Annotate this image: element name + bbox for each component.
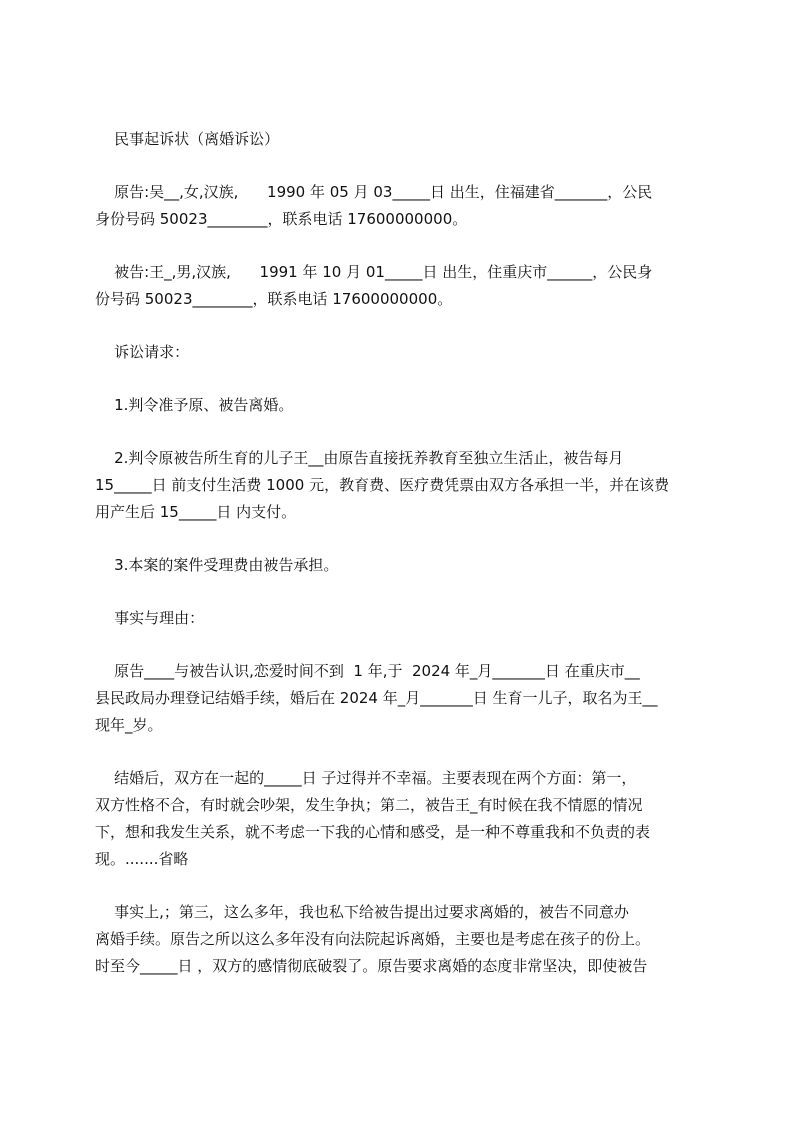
text-line: 现。.......省略: [95, 850, 189, 868]
text-line: 民事起诉状（离婚诉讼）: [95, 130, 280, 148]
text-line: 原告____与被告认识,恋爱时间不到 1 年,于 2024 年_月_______日 在重庆市__: [95, 662, 640, 680]
text-line: 离婚手续。原告之所以这么多年没有向法院起诉离婚，主要也是考虑在孩子的份上。: [95, 930, 651, 948]
text-line: 下，想和我发生关系，就不考虑一下我的心情和感受，是一种不尊重我和不负责的表: [95, 823, 651, 841]
text-line: 3.本案的案件受理费由被告承担。: [95, 556, 339, 574]
facts-heading: [95, 605, 707, 632]
text-line: 15_____日 前支付生活费 1000 元，教育费、医疗费凭票由双方各承担一半，并在该费: [95, 476, 670, 494]
text-line: 被告:王_,男,汉族, 1991 年 10 月 01_____日 出生，住重庆市______，公民身: [95, 263, 653, 281]
text-line: 结婚后，双方在一起的_____日 子过得并不幸福。主要表现在两个方面：第一，: [95, 769, 637, 787]
claim-item-1: [95, 392, 707, 419]
text-line: 2.判令原被告所生育的儿子王__由原告直接抚养教育至独立生活止，被告每月: [95, 449, 624, 467]
text-line: 事实与理由：: [95, 609, 205, 627]
text-line: 事实上,；第三，这么多年，我也私下给被告提出过要求离婚的，被告不同意办: [95, 903, 629, 921]
text-line: 县民政局办理登记结婚手续，婚后在 2024 年_月_______日 生育一儿子，取名为王__: [95, 689, 658, 707]
text-line: 1.判令准予原、被告离婚。: [95, 396, 294, 414]
defendant-paragraph: [95, 259, 707, 313]
facts-paragraph-3: [95, 899, 707, 980]
facts-paragraph-1: [95, 658, 707, 739]
text-line: 份号码 50023________，联系电话 17600000000。: [95, 290, 453, 308]
text-line: 现年_岁。: [95, 716, 163, 734]
text-line: 诉讼请求：: [95, 343, 190, 361]
text-line: 用产生后 15_____日 内支付。: [95, 503, 297, 521]
plaintiff-paragraph: [95, 179, 707, 233]
claim-item-3: [95, 552, 707, 579]
document-body: [95, 126, 707, 980]
claims-heading: [95, 339, 707, 366]
text-line: 身份号码 50023________，联系电话 17600000000。: [95, 210, 468, 228]
text-line: 双方性格不合，有时就会吵架，发生争执；第二，被告王_有时候在我不情愿的情况: [95, 796, 643, 814]
text-line: 原告:吴__,女,汉族, 1990 年 05 月 03_____日 出生，住福建省_______，公民: [95, 183, 653, 201]
facts-paragraph-2: [95, 765, 707, 873]
text-line: 时至今_____日 ，双方的感情彻底破裂了。原告要求离婚的态度非常坚决，即使被告: [95, 957, 648, 975]
document-title: [95, 126, 707, 153]
claim-item-2: [95, 445, 707, 526]
